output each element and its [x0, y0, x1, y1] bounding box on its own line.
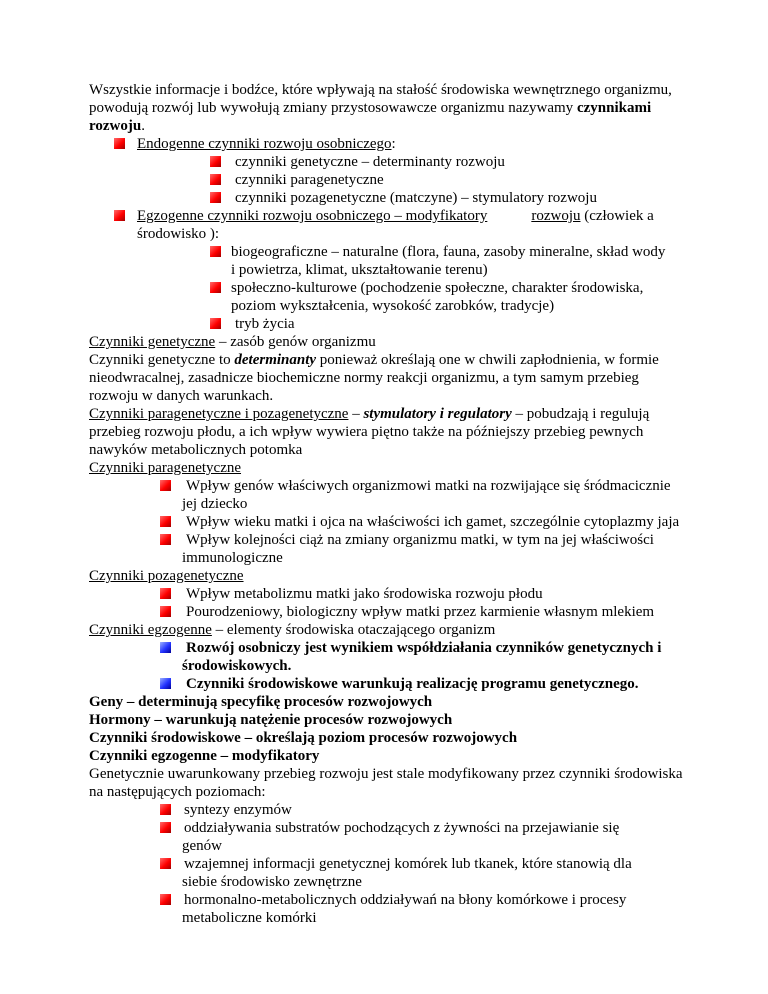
list-item	[89, 153, 689, 171]
red-bullet-icon	[160, 588, 171, 599]
list-item	[89, 171, 689, 189]
list-item-text: społeczno-kulturowe (pochodzenie społeczne, charakter środowiska, poziom wykształcenia, wysokość zarobków, tradycje)	[231, 280, 644, 314]
red-bullet-icon	[160, 858, 171, 869]
paragraph-text: ponieważ określają one w chwili zapłodnienia, w formie nieodwracalnej, zasadnicze biochemiczne normy reakcji organizmu, a tym samym przebieg rozwoju w danych warunkach.	[89, 352, 659, 404]
blue-bullet-icon	[160, 678, 171, 689]
genetyczne-paragraph	[89, 351, 689, 405]
endogenne-colon: :	[391, 136, 396, 152]
red-bullet-icon	[160, 480, 171, 491]
bold-line: Czynniki egzogenne – modyfikatory	[89, 748, 320, 764]
dash: –	[348, 406, 364, 422]
paragenetyczne-heading: Czynniki paragenetyczne	[89, 460, 242, 476]
document-page	[89, 81, 689, 927]
red-bullet-icon	[160, 534, 171, 545]
intro-bold-term: czynnikami rozwoju	[89, 100, 652, 134]
red-bullet-icon	[210, 174, 221, 185]
bold-line: Hormony – warunkują natężenie procesów rozwojowych	[89, 712, 453, 728]
genetyczne-heading: Czynniki genetyczne	[89, 334, 216, 350]
egzogenne-heading-2: rozwoju	[531, 208, 581, 224]
list-item	[89, 315, 689, 333]
intro-end: .	[141, 118, 145, 134]
determinanty-term: determinanty	[234, 352, 317, 368]
list-item-text: Czynniki środowiskowe warunkują realizację programu genetycznego.	[186, 676, 639, 692]
red-bullet-icon	[210, 246, 221, 257]
stymulatory-term: stymulatory i regulatory	[363, 406, 512, 422]
list-item	[89, 639, 682, 675]
paragenetyczne-heading-line	[89, 459, 689, 477]
list-item-text: Rozwój osobniczy jest wynikiem współdziałania czynników genetycznych i środowiskowych.	[182, 640, 662, 674]
egzogenne2-heading: Czynniki egzogenne	[89, 622, 212, 638]
red-bullet-icon	[160, 822, 171, 833]
list-item-text: hormonalno-metabolicznych oddziaływań na błony komórkowe i procesy metaboliczne komórki	[182, 892, 627, 926]
pozagenetyczne-heading-line	[89, 567, 689, 585]
list-item	[89, 531, 682, 567]
red-bullet-icon	[114, 138, 125, 149]
red-bullet-icon	[210, 282, 221, 293]
list-item	[89, 891, 652, 927]
list-item-text: czynniki pozagenetyczne (matczyne) – stymulatory rozwoju	[235, 190, 597, 206]
red-bullet-icon	[210, 192, 221, 203]
endogenne-heading-item	[89, 135, 689, 153]
list-item	[89, 189, 689, 207]
red-bullet-icon	[210, 318, 221, 329]
list-item-text: tryb życia	[235, 316, 295, 332]
list-item-text: wzajemnej informacji genetycznej komórek lub tkanek, które stanowią dla siebie środowisko zewnętrzne	[182, 856, 632, 890]
endogenne-heading: Endogenne czynniki rozwoju osobniczego	[137, 136, 392, 152]
list-item-text: Pourodzeniowy, biologiczny wpływ matki przez karmienie własnym mlekiem	[186, 604, 655, 620]
red-bullet-icon	[210, 156, 221, 167]
final-paragraph: Genetycznie uwarunkowany przebieg rozwoju jest stale modyfikowany przez czynniki środowiska na następujących poziomach:	[89, 766, 683, 800]
list-item	[89, 279, 671, 315]
list-item-text: oddziaływania substratów pochodzących z żywności na przejawianie się genów	[182, 820, 620, 854]
list-item	[89, 819, 652, 855]
genetyczne-line	[89, 333, 689, 351]
pozagenetyczne-heading: Czynniki pozagenetyczne	[89, 568, 244, 584]
list-item-text: biogeograficzne – naturalne (flora, fauna, zasoby mineralne, skład wody i powietrza, klimat, ukształtowanie terenu)	[231, 244, 666, 278]
egzogenne-heading: Egzogenne czynniki rozwoju osobniczego – modyfikatory	[137, 208, 488, 224]
red-bullet-icon	[160, 516, 171, 527]
paragraph-text: – pobudzają i regulują przebieg rozwoju płodu, a ich wpływ wywiera piętno także na późniejszy przebieg pewnych nawyków metabolicznych potomka	[89, 406, 650, 458]
list-item-text: Wpływ wieku matki i ojca na właściwości ich gamet, szczególnie cytoplazmy jaja	[186, 514, 680, 530]
red-bullet-icon	[160, 894, 171, 905]
list-item-text: Wpływ kolejności ciąż na zmiany organizmu matki, w tym na jej właściwości immunologiczne	[182, 532, 654, 566]
list-item-text: czynniki paragenetyczne	[235, 172, 384, 188]
egzogenne-heading-item	[89, 207, 689, 243]
para-poza-heading: Czynniki paragenetyczne i pozagenetyczne	[89, 406, 349, 422]
list-item	[89, 675, 689, 693]
red-bullet-icon	[160, 804, 171, 815]
list-item	[89, 855, 652, 891]
list-item	[89, 801, 689, 819]
list-item	[89, 585, 689, 603]
list-item-text: czynniki genetyczne – determinanty rozwoju	[235, 154, 505, 170]
egzogenne2-line	[89, 621, 689, 639]
genetyczne-rest: – zasób genów organizmu	[215, 334, 376, 350]
intro-text: Wszystkie informacje i bodźce, które wpływają na stałość środowiska wewnętrznego organizmu, powodują rozwój lub wywołują zmiany przystosowawcze organizmu nazywamy	[89, 82, 672, 116]
bold-line: Geny – determinują specyfikę procesów rozwojowych	[89, 694, 433, 710]
list-item	[89, 243, 666, 279]
list-item	[89, 477, 682, 513]
egzogenne-rest: (człowiek a środowisko ):	[137, 208, 654, 242]
paragraph-text: – elementy środowiska otaczającego organizm	[211, 622, 496, 638]
red-bullet-icon	[114, 210, 125, 221]
list-item-text: Wpływ metabolizmu matki jako środowiska rozwoju płodu	[186, 586, 543, 602]
red-bullet-icon	[160, 606, 171, 617]
list-item-text: Wpływ genów właściwych organizmowi matki na rozwijające się śródmacicznie jej dziecko	[182, 478, 671, 512]
paragraph-text: Czynniki genetyczne to	[89, 352, 235, 368]
bold-line: Czynniki środowiskowe – określają poziom procesów rozwojowych	[89, 730, 518, 746]
intro-paragraph	[89, 81, 689, 135]
para-poza-paragraph	[89, 405, 689, 459]
list-item	[89, 603, 689, 621]
list-item	[89, 513, 682, 531]
blue-bullet-icon	[160, 642, 171, 653]
list-item-text: syntezy enzymów	[184, 802, 292, 818]
